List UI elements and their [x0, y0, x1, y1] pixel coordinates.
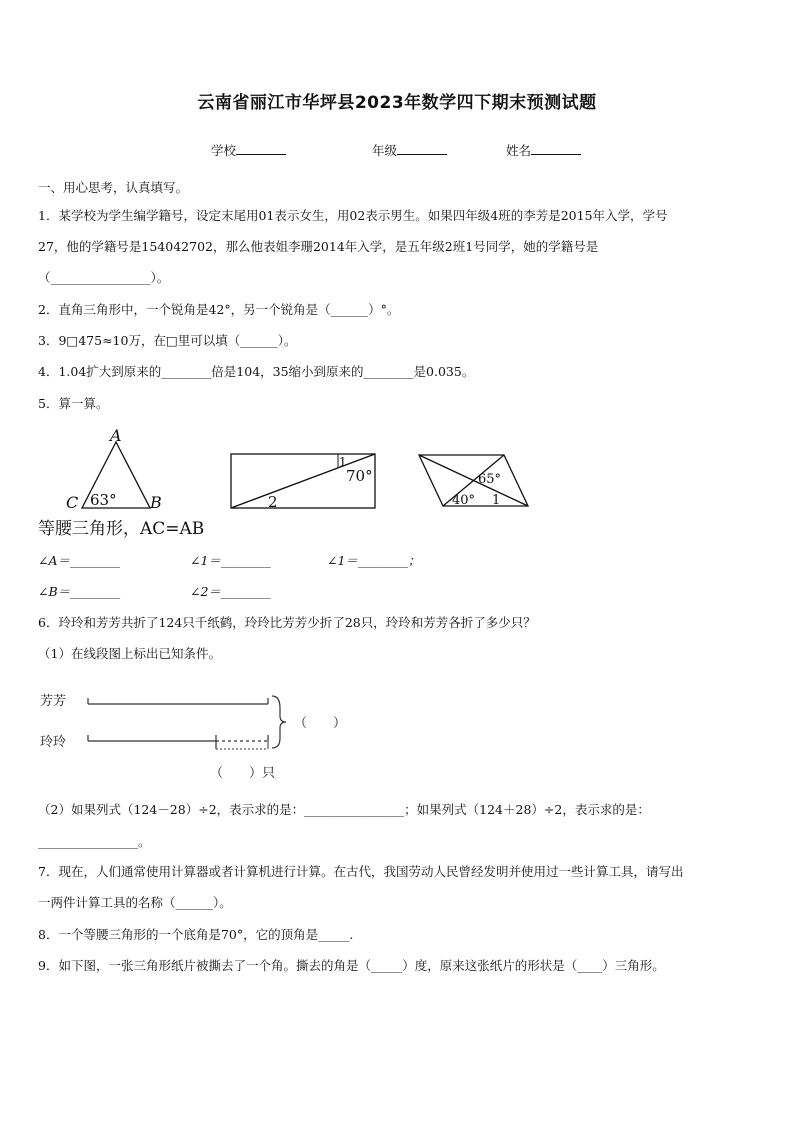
q5-text: 5．算一算。 — [38, 396, 109, 411]
answer-angle-b: ∠B＝________ — [38, 584, 121, 599]
difference-answer-blank: （ ）只 — [210, 766, 276, 781]
name-label: 姓名 — [506, 143, 532, 158]
school-label: 学校 — [211, 143, 237, 158]
triangle-caption: 等腰三角形，AC=AB — [38, 519, 205, 539]
answer-angle-1-para: ∠1＝________； — [327, 553, 421, 568]
lingling-label: 玲玲 — [40, 735, 67, 750]
angle2-label: 2 — [268, 493, 278, 511]
page-title: 云南省丽江市华坪县2023年数学四下期末预测试题 — [197, 93, 597, 113]
q2-text: 2．直角三角形中，一个锐角是42°，另一个锐角是（______）°。 — [38, 302, 400, 317]
q6-sub2-end: ________________。 — [38, 834, 151, 849]
q3-text: 3．9□475≈10万，在□里可以填（______）。 — [38, 333, 297, 348]
segment-diagram — [82, 690, 292, 754]
brace-answer-blank: （ ） — [294, 716, 347, 731]
rectangle-diagonal-figure — [228, 450, 380, 512]
q7-line2: 一两件计算工具的名称（______）。 — [38, 895, 232, 910]
grade-blank — [397, 142, 447, 155]
answer-angle-a: ∠A＝________ — [38, 553, 121, 568]
q6-text: 6．玲玲和芳芳共折了124只千纸鹤，玲玲比芳芳少折了28只，玲玲和芳芳各折了多少只？ — [38, 615, 536, 630]
parallelogram-figure — [416, 452, 532, 510]
angle1-label: 1 — [339, 455, 347, 469]
q7-line1: 7．现在，人们通常使用计算器或者计算机进行计算。在古代，我国劳动人民曾经发明并使用过一些计算工具，请写出 — [38, 864, 684, 879]
total-brace — [272, 696, 286, 748]
angle70-value: 70° — [346, 467, 373, 485]
q1-line2: 27，他的学籍号是154042702，那么他表姐李珊2014年入学，是五年级2班1号同学，她的学籍号是 — [38, 239, 599, 254]
answer-angle-1-rect: ∠1＝________ — [190, 553, 271, 568]
q6-sub2: （2）如果列式（124－28）÷2，表示求的是：________________；如果列式（124＋28）÷2，表示求的是： — [38, 802, 650, 817]
grade-label: 年级 — [372, 143, 398, 158]
q4-text: 4．1.04扩大到原来的________倍是104，35缩小到原来的________是0.035。 — [38, 364, 475, 379]
school-blank — [236, 142, 286, 155]
q9-text: 9．如下图，一张三角形纸片被撕去了一个角。撕去的角是（_____）度，原来这张纸片的形状是（____）三角形。 — [38, 958, 665, 973]
q6-sub1: （1）在线段图上标出已知条件。 — [38, 646, 221, 661]
grade-field — [372, 142, 447, 159]
angle-c-value: 63° — [90, 491, 117, 509]
section-heading: 一、用心思考，认真填写。 — [38, 180, 189, 195]
answer-angle-2: ∠2＝________ — [190, 584, 271, 599]
vertex-c-label: C — [66, 493, 79, 512]
angle65-value: 65° — [478, 472, 502, 487]
q1-line3: （________________）。 — [38, 270, 170, 285]
vertex-a-label: A — [110, 426, 122, 445]
q8-text: 8．一个等腰三角形的一个底角是70°，它的顶角是_____. — [38, 927, 354, 942]
angle40-value: 40° — [452, 493, 476, 508]
angle1-label: 1 — [492, 493, 501, 508]
isosceles-triangle-figure — [60, 424, 180, 516]
fangfang-label: 芳芳 — [40, 694, 67, 709]
vertex-b-label: B — [150, 493, 162, 512]
name-field — [506, 142, 581, 159]
school-field — [211, 142, 286, 159]
name-blank — [531, 142, 581, 155]
q1-line1: 1．某学校为学生编学籍号，设定末尾用01表示女生，用02表示男生。如果四年级4班的李芳是2015年入学，学号 — [38, 208, 668, 223]
